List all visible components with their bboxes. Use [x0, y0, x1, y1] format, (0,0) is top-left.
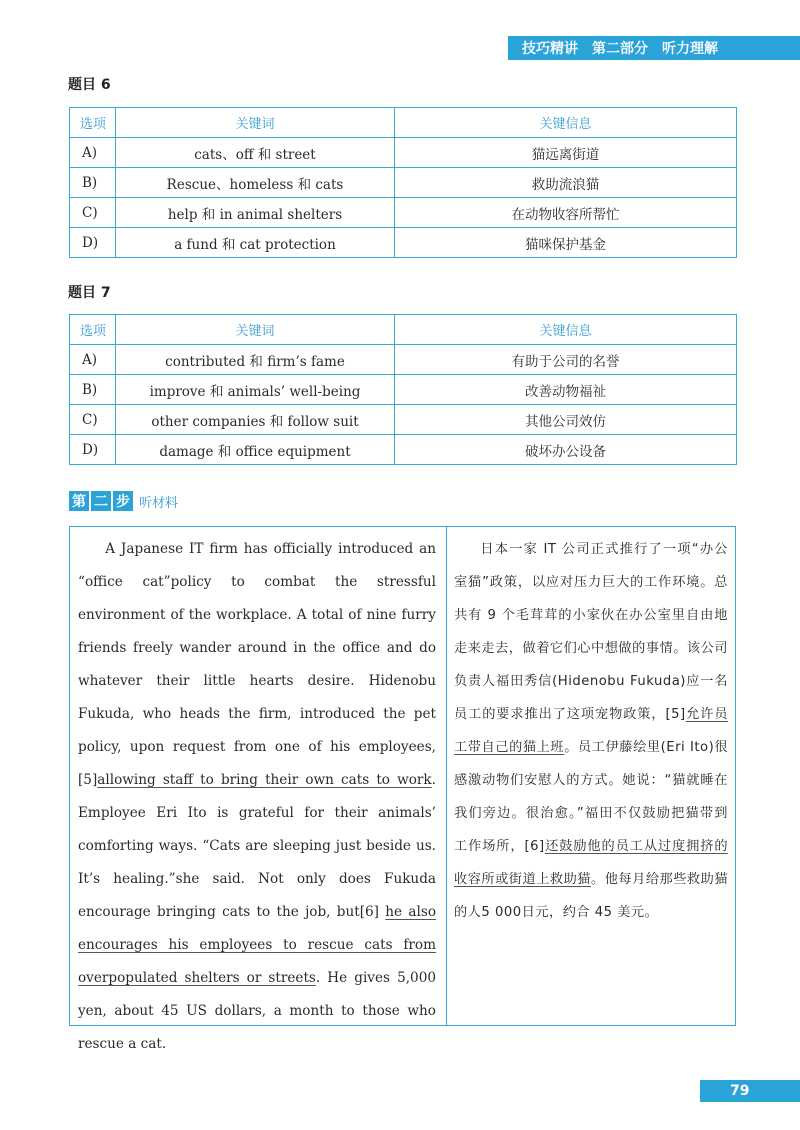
keywords-cell: damage 和 office equipment — [116, 435, 395, 465]
marker-6: [6] — [359, 904, 379, 920]
english-text: . He gives 5,000 yen, about 45 US dollars, a month to those who rescue a cat. — [78, 970, 436, 1052]
header-option: 选项 — [70, 315, 116, 345]
info-cell: 救助流浪猫 — [395, 168, 737, 198]
option-cell: A) — [70, 138, 116, 168]
question-6-table — [69, 107, 737, 258]
option-cell: B) — [70, 168, 116, 198]
table-row — [70, 138, 737, 168]
column-divider — [446, 527, 447, 1025]
table-row — [70, 198, 737, 228]
step-char: 二 — [91, 491, 111, 511]
table-header-row — [70, 108, 737, 138]
english-passage — [78, 533, 436, 1061]
page-number: 79 — [700, 1080, 800, 1102]
option-cell: C) — [70, 405, 116, 435]
header-key-info: 关键信息 — [395, 315, 737, 345]
chinese-text: 日本一家 IT 公司正式推行了一项“办公室猫”政策，以应对压力巨大的工作环境。总共有 9 个毛茸茸的小家伙在办公室里自由地走来走去，做着它们心中想做的事情。该公司负责人福田秀信(Hidenobu Fukuda)应一名员工的要求推出了这项宠物政策， — [454, 542, 728, 722]
table-row — [70, 435, 737, 465]
info-cell: 破坏办公设备 — [395, 435, 737, 465]
info-cell: 其他公司效仿 — [395, 405, 737, 435]
table-row — [70, 345, 737, 375]
header-keywords: 关键词 — [116, 315, 395, 345]
table-row — [70, 405, 737, 435]
marker-5: [5] — [665, 707, 686, 722]
keywords-cell: improve 和 animals’ well-being — [116, 375, 395, 405]
option-cell: B) — [70, 375, 116, 405]
header-part: 第二部分 — [592, 41, 648, 57]
table-header-row — [70, 315, 737, 345]
keywords-cell: help 和 in animal shelters — [116, 198, 395, 228]
answer-6-underline: he also encourages his employees to rescue cats from overpopulated shelters or streets — [78, 904, 437, 986]
question-7-table — [69, 314, 737, 465]
table-row — [70, 168, 737, 198]
option-cell: A) — [70, 345, 116, 375]
info-cell: 有助于公司的名誉 — [395, 345, 737, 375]
header-part: 技巧精讲 — [522, 41, 578, 57]
table-row — [70, 375, 737, 405]
table-row — [70, 228, 737, 258]
question-7-title: 题目 7 — [68, 285, 111, 301]
option-cell: D) — [70, 228, 116, 258]
info-cell: 猫咪保护基金 — [395, 228, 737, 258]
step-char: 第 — [69, 491, 89, 511]
keywords-cell: contributed 和 firm’s fame — [116, 345, 395, 375]
header-part: 听力理解 — [662, 41, 718, 57]
answer-5-underline: allowing staff to bring their own cats to work — [97, 772, 432, 788]
info-cell: 在动物收容所帮忙 — [395, 198, 737, 228]
step-label: 听材料 — [139, 495, 179, 511]
english-text: . Employee Eri Ito is grateful for their animals’ comforting ways. “Cats are sleeping just beside us. It’s healing.”she said. Not only does Fukuda encourage bringing cats to the job, but — [78, 772, 436, 920]
chinese-text: 。他每月给那些救助猫的人5 000日元，约合 45 美元。 — [454, 872, 729, 920]
option-cell: D) — [70, 435, 116, 465]
keywords-cell: Rescue、homeless 和 cats — [116, 168, 395, 198]
chinese-text: 。员工伊藤绘里(Eri Ito)很感激动物们安慰人的方式。她说：“猫就睡在我们旁边。很治愈。”福田不仅鼓励把猫带到工作场所， — [454, 740, 729, 854]
header-keywords: 关键词 — [116, 108, 395, 138]
listening-material-box — [69, 526, 736, 1052]
marker-6: [6] — [524, 839, 545, 854]
keywords-cell: a fund 和 cat protection — [116, 228, 395, 258]
step-char: 步 — [113, 491, 133, 511]
info-cell: 猫远离街道 — [395, 138, 737, 168]
question-6-title: 题目 6 — [68, 77, 111, 93]
step-heading — [69, 490, 178, 512]
option-cell: C) — [70, 198, 116, 228]
english-text: A Japanese IT firm has officially introduced an “office cat”policy to combat the stressful environment of the workplace. A total of nine furry friends freely wander around in the office and do whatever their little hearts desire. Hidenobu Fukuda, who heads the firm, introduced the pet policy, upon request from one of his employees, — [78, 541, 436, 755]
chinese-translation — [454, 533, 728, 929]
header-option: 选项 — [70, 108, 116, 138]
header-key-info: 关键信息 — [395, 108, 737, 138]
section-header — [508, 36, 800, 60]
keywords-cell: other companies 和 follow suit — [116, 405, 395, 435]
answer-5-underline: 允许员工带自己的猫上班 — [454, 707, 729, 755]
info-cell: 改善动物福祉 — [395, 375, 737, 405]
keywords-cell: cats、off 和 street — [116, 138, 395, 168]
answer-6-underline: 还鼓励他的员工从过度拥挤的收容所或街道上救助猫 — [454, 839, 729, 887]
marker-5: [5] — [78, 772, 98, 788]
